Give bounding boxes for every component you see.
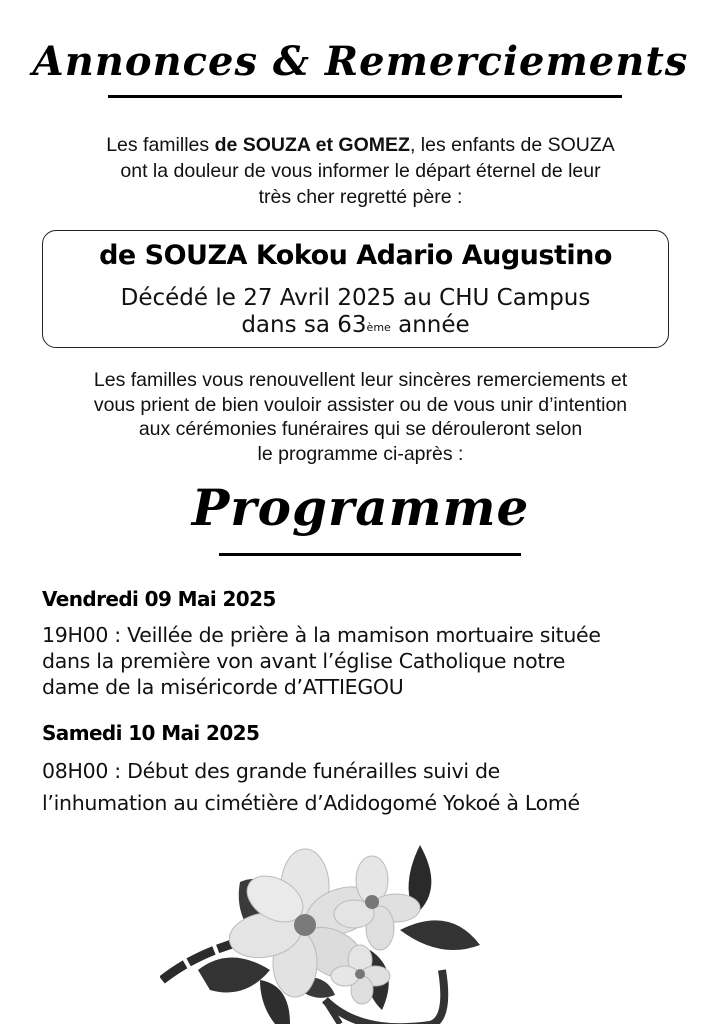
day-heading: Vendredi 09 Mai 2025 xyxy=(42,587,276,611)
age-prefix: dans sa 63 xyxy=(241,312,367,338)
death-line: Décédé le 27 Avril 2025 au CHU Campus xyxy=(120,285,591,311)
intro-part-1: Les familles xyxy=(106,134,215,156)
deceased-name: de SOUZA Kokou Adario Augustino xyxy=(99,240,612,271)
programme-title: Programme xyxy=(191,478,530,537)
event-line: 19H00 : Veillée de prière à la mamison mortuaire située xyxy=(42,623,601,647)
event-description xyxy=(42,622,682,700)
request-line: Les familles vous renouvellent leur sincères remerciements et xyxy=(93,369,628,391)
intro-line-2: ont la douleur de vous informer le départ éternel de leur xyxy=(120,160,601,182)
day-heading: Samedi 10 Mai 2025 xyxy=(42,721,260,745)
age-line xyxy=(42,312,669,339)
event-line: 08H00 : Début des grande funérailles suivi de xyxy=(42,759,500,783)
event-description xyxy=(42,755,682,819)
title-underline xyxy=(108,95,622,98)
event-line: l’inhumation au cimétière d’Adidogomé Yokoé à Lomé xyxy=(42,791,580,815)
page-title: Annonces & Remerciements xyxy=(32,38,689,85)
request-line: vous prient de bien vouloir assister ou de vous unir d’intention xyxy=(93,393,628,416)
death-details xyxy=(42,285,669,339)
programme-underline xyxy=(219,553,521,556)
age-suffix: année xyxy=(390,312,470,338)
intro-text xyxy=(20,132,701,210)
request-line: aux cérémonies funéraires qui se dérouleront selon xyxy=(138,418,583,440)
event-line: dame de la miséricorde d’ATTIEGOU xyxy=(42,675,404,699)
intro-line-3: très cher regretté père : xyxy=(258,186,463,208)
flower-bouquet-icon xyxy=(160,830,560,1024)
age-superscript: ème xyxy=(366,321,391,334)
intro-line-1 xyxy=(20,132,701,158)
event-line: dans la première von avant l’église Catholique notre xyxy=(42,649,566,673)
families-names: de SOUZA et GOMEZ xyxy=(214,134,410,156)
request-text xyxy=(20,368,701,466)
intro-part-2: , les enfants de SOUZA xyxy=(409,134,615,156)
request-line: le programme ci-après : xyxy=(257,442,464,465)
